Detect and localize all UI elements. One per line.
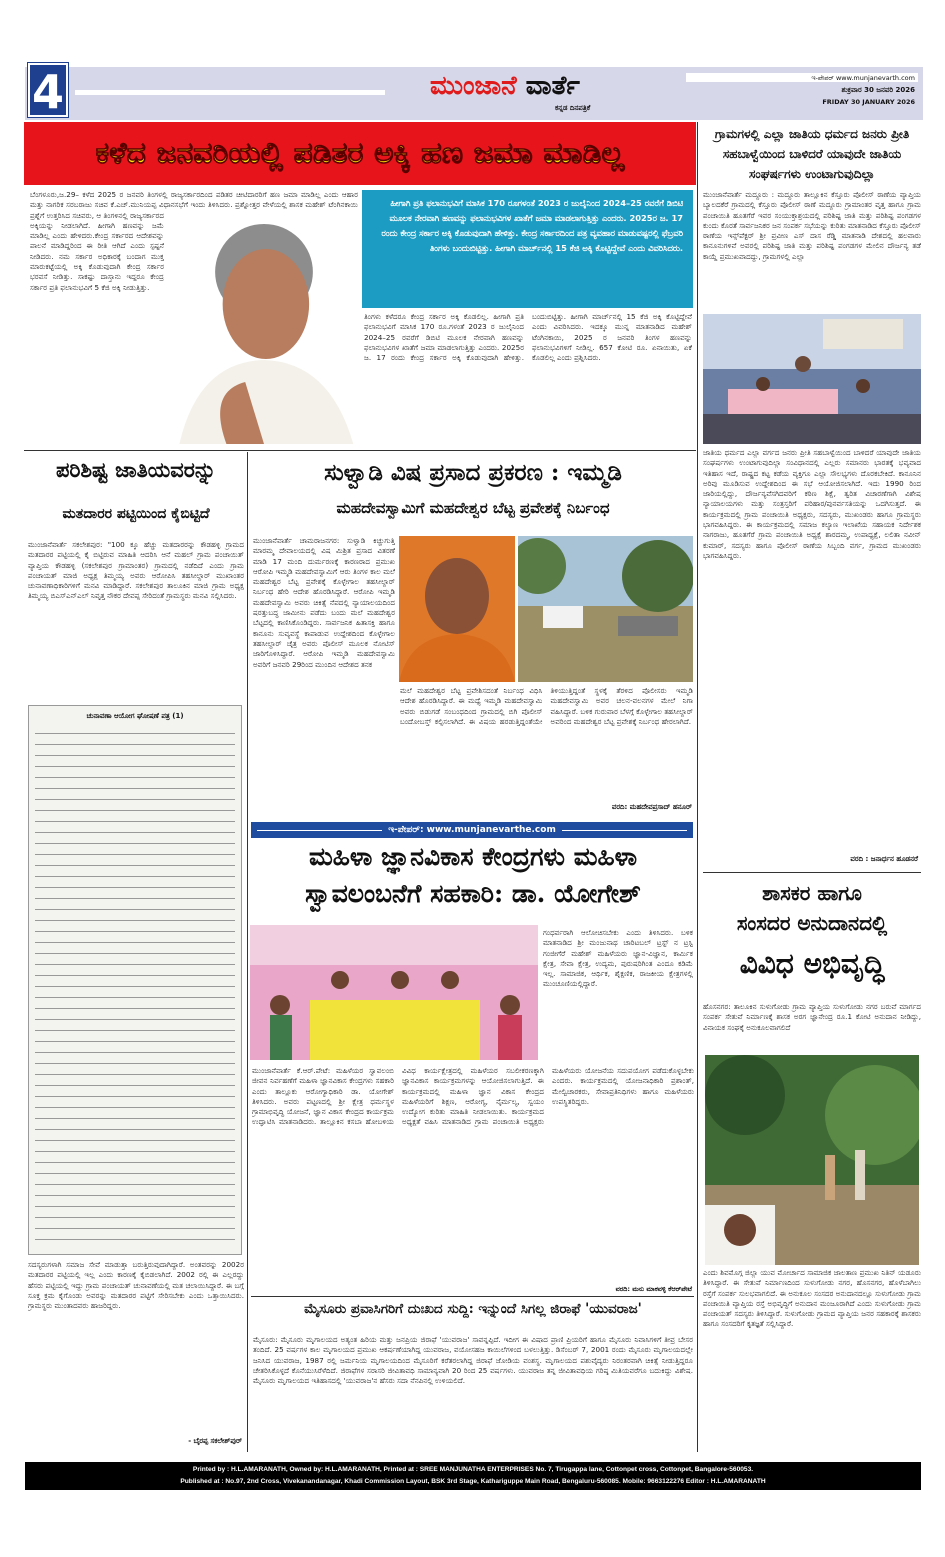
mla-headline-1: ಶಾಸಕರ ಹಾಗೂ <box>762 881 862 905</box>
logo-tagline: ಕನ್ನಡ ದಿನಪತ್ರಿಕೆ <box>555 104 591 112</box>
logo-part1: ಮುಂಜಾನೆ <box>430 71 517 101</box>
sc-body-continued: ಸದಸ್ಯರುಗಳಾಗಿ ಸಮಾಜ ಸೇವೆ ಮಾಡುತ್ತಾ ಬರುತ್ತಿರುವುದಾಗಿದ್ದಾರೆ. ಅಂತವರನ್ನು 2002ರ ಮತದಾರರ ಪಟ್ಟಿಯಲ್ಲಿ ಇಲ್ಲ ಎಂದು ಕಾರಣಕ್ಕೆ ಕೈಬಿಡಲಾಗಿದೆ. 2002 ರಲ್ಲಿ ಈ ಎಲ್ಲರದ್ದು ಹೆಸರು ಪಟ್ಟಿಯಲ್ಲಿ ಇದ್ದು ಗ್ರಾಮ ಪಂಚಾಯತ್ ಚುನಾವಣೆಯಲ್ಲಿ ಮತ ಚಲಾಯಿಸಿದ್ದಾರೆ. ಈ ಬಗ್ಗೆ ಸೂಕ್ತ ಕ್ರಮ ಕೈಗೊಂಡು ಅವರನ್ನು ಮತದಾರರ ಪಟ್ಟಿಗೆ ಸೇರಿಸಬೇಕು ಎಂದು ಒತ್ತಾಯಿಸಿದರು. ಗ್ರಾಮಸ್ಥರು ಮುಂತಾದವರು ಹಾಜರಿದ್ದರು. <box>28 1260 244 1311</box>
section-rule-2 <box>251 1296 694 1297</box>
date-kannada: ಶುಕ್ರವಾರ 30 ಜನವರಿ 2026 <box>841 86 915 94</box>
sc-body: ಮುಂಜಾನೆವಾರ್ತೆ ಸಕಲೇಶಪುರ: "100 ಕ್ಕೂ ಹೆಚ್ಚು ಮತದಾರರನ್ನು ಕೌಡಹಳ್ಳಿ ಗ್ರಾಮದ ಮತದಾರರ ಪಟ್ಟಿಯಲ್ಲಿ ಕೈ ಬಿಟ್ಟಿರುವ ಮಾಹಿತಿ ಆದರಿಸಿ ಆನೆ ಮಹಲ್ ಗ್ರಾಮ ಪಂಚಾಯಿತ್ ವ್ಯಾಪ್ತಿಯ ಕೌಡಹಳ್ಳಿ (ಸಕಲೇಶಪುರ ಗ್ರಾಮಾಂತರ) ಗ್ರಾಮದಲ್ಲಿ ನಡೆದಿದೆ ಎಂದು ಗ್ರಾಮ ಪಂಚಾಯತ್ ಮಾಜಿ ಅಧ್ಯಕ್ಷ ತಿಮ್ಮಯ್ಯ ಅವರು ಆರೋಪಿಸಿ ತಹಸೀಲ್ದಾರ್ ಮುಖಾಂತರ ಚುನಾವಣಾಧಿಕಾರಿಗಳಿಗೆ ಮನವಿ ಮಾಡಿದ್ದಾರೆ. ಸಕಲೇಶಪುರ ತಾಲೂಕಿನ ಮಾಜಿ ಗ್ರಾಮ ಅಧ್ಯಕ್ಷ ತಿಮ್ಮಯ್ಯ ಬಿಎಸ್ಎನ್ಎಲ್ ನಿವೃತ್ತ ನೌಕರ ದೇವಪ್ಪ ಸೇರಿದಂತೆ ಗ್ರಾಮಸ್ಥರು ಮನವಿ ಸಲ್ಲಿಸಿದರು. <box>28 540 244 601</box>
logo-part2: ವಾರ್ತೆ <box>525 71 580 101</box>
lead-story-area <box>30 190 358 445</box>
accused-photo <box>399 536 515 682</box>
temple-headline-1: ಸುಳ್ವಾಡಿ ವಿಷ ಪ್ರಸಾದ ಪ್ರಕರಣ : ಇಮ್ಮಡಿ <box>324 459 622 486</box>
mla-headline-3: ವಿವಿಧ ಅಭಿವೃದ್ಧಿ <box>739 947 885 980</box>
caste-headline: ಗ್ರಾಮಗಳಲ್ಲಿ ಎಲ್ಲಾ ಜಾತಿಯ ಧರ್ಮದ ಜನರು ಪ್ರೀತಿ ಸಹಬಾಳ್ವೆಯಿಂದ ಬಾಳಿದರೆ ಯಾವುದೇ ಜಾತಿಯ ಸಂಘರ್ಷಗಳು ಉಂಟಾಗುವುದಿಲ್ಲಾ <box>714 127 910 181</box>
imprint-line-1: Printed by : H.L.AMARANATH, Owned by: H.L.AMARANATH, Printed at : SREE MANJUNATHA ENTERPRISES No. 7, Tirugappa lane, Cottonpet cross, Cottonpet, Bangalore-560053. <box>192 1466 754 1473</box>
event-photo <box>250 925 538 1060</box>
row-divider <box>24 450 696 451</box>
sc-byline: - ಬೈರಪ್ಪ ಸಕಲೇಶ್‌ಪುರ್ <box>188 1437 242 1445</box>
women-headline-1: ಮಹಿಳಾ ಜ್ಞಾನವಿಕಾಸ ಕೇಂದ್ರಗಳು ಮಹಿಳಾ <box>308 842 638 871</box>
women-body: ಮುಂಜಾನೆವಾರ್ತೆ ಕೆ.ಆರ್.ಪೇಟೆ: ಮಹಿಳೆಯರ ಸ್ವಾವಲಂಬಿ ಜೀವನ ನಿರ್ವಹಣೆಗೆ ಮಹಿಳಾ ಜ್ಞಾನವಿಕಾಸ ಕೇಂದ್ರಗಳು ಸಹಕಾರಿ ಎಂದು ತಾಲ್ಲೂಕು ಆರೋಗ್ಯಾಧಿಕಾರಿ ಡಾ. ಯೋಗೇಶ್ ತಿಳಿಸಿದರು. ಅವರು ಪಟ್ಟಣದಲ್ಲಿ ಶ್ರೀ ಕ್ಷೇತ್ರ ಧರ್ಮಸ್ಥಳ ಗ್ರಾಮಾಭಿವೃದ್ಧಿ ಯೋಜನೆ, ಜ್ಞಾನ ವಿಕಾಸ ಕೇಂದ್ರದ ಕಾರ್ಯಕ್ರಮ ಉದ್ಘಾಟಿಸಿ ಮಾತನಾಡಿದರು. ತಾಲ್ಲೂಕಿನ ಕಸಬಾ ಹೋಬಳಿಯ ವಿವಿಧ ಕಾರ್ಯಕ್ಷೇತ್ರದಲ್ಲಿ ಮಹಿಳೆಯರ ಸಬಲೀಕರಣಕ್ಕಾಗಿ ಜ್ಞಾನವಿಕಾಸ ಕಾರ್ಯಕ್ರಮಗಳನ್ನು ಆಯೋಜಿಸಲಾಗುತ್ತಿದೆ. ಈ ಕಾರ್ಯಕ್ರಮದಲ್ಲಿ ಮಹಿಳಾ ಜ್ಞಾನ ವಿಕಾಸ ಕೇಂದ್ರದ ಮಹಿಳೆಯರಿಗೆ ಶಿಕ್ಷಣ, ಆರೋಗ್ಯ, ನೈರ್ಮಲ್ಯ, ಸ್ವಯಂ ಉದ್ಯೋಗ ಕುರಿತು ಮಾಹಿತಿ ನೀಡಲಾಯಿತು. ಕಾರ್ಯಕ್ರಮದ ಅಧ್ಯಕ್ಷತೆ ವಹಿಸಿ ಮಾತನಾಡಿದ ಗ್ರಾಮ ಪಂಚಾಯಿತಿ ಅಧ್ಯಕ್ಷರು ಮಹಿಳೆಯರು ಯೋಜನೆಯ ಸದುಪಯೋಗ ಪಡೆದುಕೊಳ್ಳಬೇಕು ಎಂದರು. ಕಾರ್ಯಕ್ರಮದಲ್ಲಿ ಯೋಜನಾಧಿಕಾರಿ ಪ್ರಶಾಂತ್, ಮೇಲ್ವಿಚಾರಕರು, ಸೇವಾಪ್ರತಿನಿಧಿಗಳು ಹಾಗೂ ಮಹಿಳೆಯರು ಉಪಸ್ಥಿತರಿದ್ದರು. <box>252 1066 694 1127</box>
banner-line-right <box>562 830 687 831</box>
sc-headline-1: ಪರಿಶಿಷ್ಟ ಜಾತಿಯವರನ್ನು <box>55 457 217 482</box>
giraffe-body: ಮೈಸೂರು: ಮೈಸೂರು ಮೃಗಾಲಯದ ಅತ್ಯಂತ ಹಿರಿಯ ಮತ್ತು ಜನಪ್ರಿಯ ಜಿರಾಫೆ 'ಯುವರಾಜ' ಸಾವನ್ನಪ್ಪಿದೆ. ಇದೀಗ ಈ ವಿಷಾದ ಪ್ರಾಣಿ ಪ್ರಿಯರಿಗೆ ಹಾಗೂ ಮೈಸೂರು ನಿವಾಸಿಗಳಿಗೆ ತೀವ್ರ ಬೇಸರ ತಂದಿದೆ. 25 ವರ್ಷಗಳ ಕಾಲ ಮೃಗಾಲಯದ ಪ್ರಮುಖ ಆಕರ್ಷಣೆಯಾಗಿದ್ದ ಯುವರಾಜ, ವಯೋಸಹಜ ಕಾಯಿಲೆಗಳಿಂದ ಬಳಲುತ್ತಿತ್ತು. ಡಿಸೆಂಬರ್ 7, 2001 ರಂದು ಮೈಸೂರು ಮೃಗಾಲಯದಲ್ಲೇ ಜನಿಸಿದ ಯುವರಾಜ, 1987 ರಲ್ಲಿ ಜರ್ಮನಿಯ ಮೃಗಾಲಯದಿಂದ ಮೈಸೂರಿಗೆ ಕರೆತರಲಾಗಿದ್ದ ಜಿರಾಫೆ ಜೋಡಿಯ ವಂಶಸ್ಥ. ಮೃಗಾಲಯದ ಪಶುವೈದ್ಯರು ನಿರಂತರವಾಗಿ ಚಿಕಿತ್ಸೆ ನೀಡುತ್ತಿದ್ದರೂ ಚೇತರಿಸಿಕೊಳ್ಳದೆ ಕೊನೆಯುಸಿರೆಳೆದಿದೆ. ಜಿರಾಫೆಗಳ ಸರಾಸರಿ ಜೀವಿತಾವಧಿ ಸಾಮಾನ್ಯವಾಗಿ 20 ರಿಂದ 25 ವರ್ಷಗಳು. ಯುವರಾಜ ತನ್ನ ಜೀವಿತಾವಧಿಯ ಗರಿಷ್ಠ ಮಿತಿಯವರೆಗೂ ಬದುಕಿದ್ದು ವಿಶೇಷ. ಮೈಸೂರು ಮೃಗಾಲಯದ ಇತಿಹಾಸದಲ್ಲಿ 'ಯುವರಾಜ'ನ ಹೆಸರು ಸದಾ ನೆನಪಿನಲ್ಲಿ ಉಳಿಯಲಿದೆ. <box>253 1335 693 1386</box>
page-number: 4 <box>28 63 68 117</box>
temple-body-continued: ಮಲೆ ಮಹದೇಶ್ವರ ಬೆಟ್ಟ ಪ್ರವೇಶಿಸದಂತೆ ನಿರ್ಬಂಧ ವಿಧಿಸಿ ಆದೇಶ ಹೊರಡಿಸಿದ್ದಾರೆ. ಈ ಮಧ್ಯೆ ಇಮ್ಮಡಿ ಮಹದೇವಸ್ವಾಮಿ ಅವರು ಬಿಡುಗಡೆ ಸಂಬಂಧದಿಂದ ಗ್ರಾಮದಲ್ಲಿ ಬಿಗಿ ಪೊಲೀಸ್ ಬಂದೋಬಸ್ತ್ ಕಲ್ಪಿಸಲಾಗಿದೆ. ಈ ವಿಷಯ ಹರಡುತ್ತಿದ್ದಂತೆಯೇ ತಿಳಿಯುತ್ತಿದ್ದಂತೆ ಸ್ಥಳಕ್ಕೆ ತೆರಳಿದ ಪೊಲೀಸರು ಇಮ್ಮಡಿ ಮಹದೇವಸ್ವಾಮಿ ಅವರ ಚಲನ-ವಲನಗಳ ಮೇಲೆ ನಿಗಾ ವಹಿಸಿದ್ದಾರೆ. ಬಳಿಕ ಗುರುವಾರ ಬೆಳಗ್ಗೆ ಕೊಳ್ಳೇಗಾಲ ತಹಸೀಲ್ದಾರ್ ಅವರಿಂದ ಮಹದೇಶ್ವರ ಬೆಟ್ಟ ಪ್ರವೇಶಕ್ಕೆ ನಿರ್ಬಂಧ ಹೇರಲಾಗಿದೆ. <box>400 686 693 726</box>
date-english: FRIDAY 30 JANUARY 2026 <box>822 98 915 106</box>
epaper-banner[interactable] <box>251 822 693 838</box>
mla-headline-2: ಸಂಸದರ ಅನುದಾನದಲ್ಲಿ <box>736 911 888 935</box>
lead-headline: ಕಳೆದ ಜನವರಿಯಲ್ಲಿ ಪಡಿತರ ಅಕ್ಕಿ ಹಣ ಜಮಾ ಮಾಡಿಲ್ಲ <box>24 122 696 185</box>
women-byline: ವರದಿ: ಮನು ಮಾಕವಳ್ಳಿ ಕೆಆರ್‌ಪೇಟೆ <box>615 1285 692 1293</box>
minister-photo <box>170 212 358 444</box>
bridge-site-photo <box>705 1055 919 1265</box>
mla-body: ಹೊಸನಗರ: ತಾಲೂಕಿನ ಸುಳುಗೋಡು ಗ್ರಾಮ ವ್ಯಾಪ್ತಿಯ ಸುಳುಗೋಡು ನಗರ ಬರುವೆ ಮಾರ್ಗದ ಸಂಪರ್ಕ ಸೇತುವೆ ನಿರ್ಮಾಣಕ್ಕೆ ಶಾಸಕ ಅರಗ ಜ್ಞಾನೇಂದ್ರ ರೂ.1 ಕೋಟಿ ಅನುದಾನ ನೀಡಿದ್ದು, ವಿನಾಯಕ ಸಂಘಕ್ಕೆ ಅನುಕೂಲವಾಗಲಿದೆ <box>703 1002 921 1032</box>
column-divider-left <box>247 452 248 1452</box>
women-headline-2: ಸ್ವಾವಲಂಬನೆಗೆ ಸಹಕಾರಿ: ಡಾ. ಯೋಗೇಶ್ <box>305 879 641 908</box>
temple-body: ಮುಂಜಾನೆವಾರ್ತೆ ಚಾಮರಾಜನಗರ: ಸುಳ್ವಾಡಿ ಕಿಚ್ಚುಗುತ್ತಿ ಮಾರಮ್ಮ ದೇವಾಲಯದಲ್ಲಿ ವಿಷ ಮಿಶ್ರಿತ ಪ್ರಸಾದ ವಿತರಣೆ ಮಾಡಿ 17 ಮಂದಿ ದುರ್ಮರಣಕ್ಕೆ ಕಾರಣರಾದ ಪ್ರಮುಖ ಆರೋಪಿ ಇಮ್ಮಡಿ ಮಹದೇವಸ್ವಾಮಿಗೆ ಆರು ತಿಂಗಳ ಕಾಲ ಮಲೆ ಮಹದೇಶ್ವರ ಬೆಟ್ಟ ಪ್ರವೇಶಕ್ಕೆ ಕೊಳ್ಳೇಗಾಲ ತಹಸೀಲ್ದಾರ್ ನಿರ್ಬಂಧ ಹೇರಿ ಆದೇಶ ಹೊರಡಿಸಿದ್ದಾರೆ. ಆರೋಪಿ ಇಮ್ಮಡಿ ಮಹದೇವಸ್ವಾಮಿ ಅವರು ಚಿಕಿತ್ಸೆ ನೆಪದಲ್ಲಿ ನ್ಯಾಯಾಲಯದಿಂದ ಷರತ್ತುಬದ್ಧ ಜಾಮೀನು ಪಡೆದು ಬಂದು ಮಲೆ ಮಹದೇಶ್ವರ ಬೆಟ್ಟದಲ್ಲಿ ಕಾಣಿಸಿಕೊಂಡಿದ್ದರು. ಸಾರ್ವಜನಿಕ ಹಿತಾಸಕ್ತಿ ಹಾಗೂ ಕಾನೂನು ಸುವ್ಯವಸ್ಥೆ ಕಾಪಾಡುವ ಉದ್ದೇಶದಿಂದ ಕೊಳ್ಳೇಗಾಲ ತಹಸೀಲ್ದಾರ್ ಚೈತ್ರ ಅವರು ಪೊಲೀಸ್ ಮೂಲಕ ನೋಟಿಸ್ ಜಾರಿಗೊಳಿಸಿದ್ದಾರೆ. ಆರೋಪಿ ಇಮ್ಮಡಿ ಮಹದೇವಸ್ವಾಮಿ ಅವರಿಗೆ ಜನವರಿ 29ರಿಂದ ಮುಂದಿನ ಆದೇಶದ ತನಕ <box>253 536 395 669</box>
caste-body: ಮುಂಜಾನೆವಾರ್ತೆ ಮದ್ದೂರು : ಮದ್ದೂರು ತಾಲ್ಲೂಕಿನ ಕೆಸ್ತೂರು ಪೊಲೀಸ್ ಠಾಣೆಯ ವ್ಯಾಪ್ತಿಯ ಬ್ಯಾಲದಕೆರೆ ಗ್ರಾಮದಲ್ಲಿ ಕೆಸ್ತೂರು ಪೊಲೀಸ್ ಠಾಣೆ ಮದ್ದೂರು ಗ್ರಾಮಾಂತರ ವೃತ್ತ ಹಾಗೂ ಗ್ರಾಮ ಪಂಚಾಯಿತಿ ಹೂತಗೆರೆ ಇವರ ಸಂಯುಕ್ತಾಶ್ರಯದಲ್ಲಿ ಪರಿಶಿಷ್ಟ ಜಾತಿ ಮತ್ತು ಪರಿಶಿಷ್ಟ ಪಂಗಡಗಳ ಕುಂದು ಕೊರತೆ ಸಾರ್ವಜನಿಕರ ಜನ ಸಂಪರ್ಕ ಸಭೆಯನ್ನು ಕುರಿತು ಮಾತನಾಡಿದ ಕೆಸ್ತೂರು ಪೊಲೀಸ್ ಠಾಣೆಯ ಇನ್ಸ್‌ಪೆಕ್ಟರ್ ಶ್ರೀ ಪ್ರವೀಣ ಎಸ್ ದಾಸ ರೆಡ್ಡಿ ಮಾತನಾಡಿ ದೇಶದಲ್ಲಿ ಹಲವಾರು ಕಾನೂನುಗಳಿವೆ ಅವರಲ್ಲಿ ಪರಿಶಿಷ್ಟ ಜಾತಿ ಮತ್ತು ಪರಿಶಿಷ್ಟ ಪಂಗಡಗಳ ಮೇಲಿನ ದೌರ್ಜನ್ಯ ತಡೆ ಕಾಯ್ದೆ ಪ್ರಮುಖವಾದದ್ದು, ಗ್ರಾಮಗಳಲ್ಲಿ ಎಲ್ಲಾ <box>703 190 921 261</box>
banner-line-left <box>257 830 382 831</box>
women-side-text: ಗಂಧರ್ವರಾಗಿ ಆಲೋಚಿಸಬೇಕು ಎಂದು ತಿಳಿಸಿದರು. ಬಳಿಕ ಮಾತನಾಡಿದ ಶ್ರೀ ಮಂಜುನಾಥ ಚಾರಿಟಬಲ್ ಟ್ರಸ್ಟ್ ನ ಟ್ರಸ್ಟಿ ಗಂಜೀಗೆರೆ ಮಹೇಶ್ ಮಹಿಳೆಯರು ಜ್ಞಾನ-ವಿಜ್ಞಾನ, ಕಾರ್ಮಿಕ ಕ್ಷೇತ್ರ, ಸೇವಾ ಕ್ಷೇತ್ರ, ಉದ್ಯಮ, ಪುರುಷರಿಗಿಂತ ಎಂದೂ ಕಡಿಮೆ ಇಲ್ಲ. ಸಾಮಾಜಿಕ, ಆರ್ಥಿಕ, ಶೈಕ್ಷಣಿಕ, ರಾಜಕೀಯ ಕ್ಷೇತ್ರಗಳಲ್ಲಿ ಮುಂಚೂಣಿಯಲ್ಲಿದ್ದಾರೆ. <box>543 928 693 989</box>
lead-body-continued: ತಿಂಗಳು ಕಳೆದರೂ ಕೇಂದ್ರ ಸರ್ಕಾರ ಅಕ್ಕಿ ಕೊಡಲಿಲ್ಲ. ಹೀಗಾಗಿ ಪ್ರತಿ ಫಲಾನುಭವಿಗೆ ಮಾಸಿಕ 170 ರೂ.ಗಳಂತೆ 2023 ರ ಜುಲೈನಿಂದ 2024–25 ರವರೆಗೆ ಡಿಬಿಟಿ ಮೂಲಕ ನೇರವಾಗಿ ಹಣವನ್ನು ಫಲಾನುಭವಿಗಳ ಖಾತೆಗೆ ಜಮಾ ಮಾಡಲಾಗುತ್ತಿತ್ತು ಎಂದರು. 2025ರ ಜ. 17 ರಂದು ಕೇಂದ್ರ ಸರ್ಕಾರ ಅಕ್ಕಿ ಕೊಡುವುದಾಗಿ ಹೇಳಿತ್ತು. ಬಂದುಬಿಟ್ಟಿತ್ತು. ಹೀಗಾಗಿ ಮಾರ್ಚ್‌ನಲ್ಲಿ 15 ಕೆಜಿ ಅಕ್ಕಿ ಕೊಟ್ಟಿದ್ದೇವೆ ಎಂದು ವಿವರಿಸಿದರು. ಇದಕ್ಕೂ ಮುನ್ನ ಮಾತನಾಡಿದ ಮಹೇಶ್ ಟೆಂಗಿನಕಾಯಿ, 2025 ರ ಜನವರಿ ತಿಂಗಳ ಹಣವನ್ನು ಫಲಾನುಭವಿಗಳಿಗೆ ನೀಡಿಲ್ಲ. 657 ಕೋಟಿ ರೂ. ಏನಾಯಿತು, ಏಕೆ ಕೊಡಲಿಲ್ಲ ಎಂದು ಪ್ರಶ್ನಿಸಿದರು. <box>364 312 692 363</box>
police-vehicle-photo <box>518 536 693 682</box>
voter-document-image <box>28 705 242 1255</box>
imprint-footer <box>25 1462 921 1490</box>
caste-byline: ವರದಿ : ಜನಾರ್ಧನ ಹೂಡನರೆ <box>850 855 918 863</box>
imprint-line-2: Published at : No.97, 2nd Cross, Vivekanandanagar, Khadi Commission Layout, BSK 3rd Stage, Kathariguppe Main Road, Bengaluru-560085. Mobile: 9663122276 Editor : H.L.AMARANATH <box>180 1478 766 1485</box>
column-divider <box>697 122 698 1452</box>
sc-headline-2: ಮತದಾರರ ಪಟ್ಟಿಯಿಂದ ಕೈಬಿಟ್ಟಿದೆ <box>62 506 210 522</box>
epaper-link[interactable]: ಇ-ಪೇಪರ್ www.munjanevarth.com <box>811 74 915 82</box>
mla-body-continued: ಎಂದು ಶಿವಮೊಗ್ಗ ಜಿಲ್ಲಾ ಯುವ ಮೋರ್ಚಾದ ಸಾಮಾಜಿಕ ಜಾಲತಾಣ ಪ್ರಮುಖ ನಿತಿನ್ ಯಡೂರು ತಿಳಿಸಿದ್ದಾರೆ. ಈ ಸೇತುವೆ ನಿರ್ಮಾಣದಿಂದ ಸುಳುಗೋಡು ನಗರ, ಹೊಸನಗರ, ಹೊಳೆಬಾಗಿಲು ರಸ್ತೆಗೆ ಸಂಪರ್ಕ ಸುಲಭವಾಗಲಿದೆ. ಈ ಅನುಕೂಲ ಸಂಸದರ ಅನುದಾನದಲ್ಲೂ ಸುಳುಗೋಡು ಗ್ರಾಮ ಪಂಚಾಯಿತಿ ವ್ಯಾಪ್ತಿಯ ರಸ್ತೆ ಅಭಿವೃದ್ಧಿಗೆ ಅನುದಾನ ಮಂಜೂರಾಗಿದೆ ಎಂದು ಸುಳುಗೋಡು ಗ್ರಾಮ ಪಂಚಾಯತ್ ಸದಸ್ಯರು ತಿಳಿಸಿದ್ದಾರೆ. ಸುಳುಗೋಡು ಗ್ರಾಮದ ವ್ಯಾಪ್ತಿಯ ಜನರ ಸಹಕಾರಕ್ಕೆ ಶಾಸಕರು ಹಾಗೂ ಸಂಸದರಿಗೆ ಕೃತಜ್ಞತೆ ಸಲ್ಲಿಸಿದ್ದಾರೆ. <box>703 1268 921 1329</box>
lead-body: ಬೆಂಗಳೂರು,ಜ.29– ಕಳೆದ 2025 ರ ಜನವರಿ ತಿಂಗಳಲ್ಲಿ ರಾಜ್ಯಸರ್ಕಾರದಿಂದ ಪಡಿತರ ಚೀಟಿದಾರರಿಗೆ ಹಣ ಜಮಾ ಮಾಡಿಲ್ಲ ಎಂದು ಆಹಾರ ಮತ್ತು ನಾಗರಿಕ ಸರಬರಾಜು ಸಚಿವ ಕೆ.ಎಚ್.ಮುನಿಯಪ್ಪ ವಿಧಾನಸಭೆಗೆ ಇಂದು ತಿಳಿಸಿದರು. ಪ್ರಶ್ನೋತ್ತರ ವೇಳೆಯಲ್ಲಿ ಶಾಸಕ ಮಹೇಶ್ ಟೆಂಗಿನಕಾಯಿ ಪ್ರಶ್ನೆಗೆ ಉತ್ತರಿಸಿದ ಸಚಿವರು, ಆ ತಿಂಗಳಿನಲ್ಲಿ ರಾಜ್ಯಸರ್ಕಾರದ ಅಕ್ಕಿಯನ್ನು ನೀಡಲಾಗಿದೆ. ಹೀಗಾಗಿ ಹಣವನ್ನು ಜಮೆ ಮಾಡಿಲ್ಲ ಎಂದು ಹೇಳಿದರು.ಕೇಂದ್ರ ಸರ್ಕಾರದ ಆದೇಶವನ್ನು ಪಾಲನೆ ಮಾಡಿದ್ದರಿಂದ ಈ ರೀತಿ ಆಗಿದೆ ಎಂದು ಸ್ಪಷ್ಟನೆ ನೀಡಿದರು. ನಮ ಸರ್ಕಾರ ಅಧಿಕಾರಕ್ಕೆ ಬಂದಾಗ ಮುಕ್ತ ಮಾರುಕಟ್ಟೆಯಲ್ಲಿ ಅಕ್ಕಿ ಕೊಡುವುದಾಗಿ ಕೇಂದ್ರ ಸರ್ಕಾರ ಭರವಸೆ ನೀಡಿತ್ತು. ಸಾಕಷ್ಟು ದಾಸ್ತಾನು ಇದ್ದರೂ ಕೇಂದ್ರ ಸರ್ಕಾರ ಪ್ರತಿ ಫಲಾನುಭವಿಗೆ 5 ಕೆಜಿ ಅಕ್ಕಿ ನೀಡುತ್ತಿತ್ತು. <box>30 190 358 292</box>
meeting-photo <box>703 314 921 444</box>
caste-body-continued: ಜಾತಿಯ ಧರ್ಮದ ಎಲ್ಲಾ ವರ್ಗದ ಜನರು ಪ್ರೀತಿ ಸಹಬಾಳ್ವೆಯಿಂದ ಬಾಳಿದರೆ ಯಾವುದೇ ಜಾತಿಯ ಸಂಘರ್ಷಗಳು ಉಂಟಾಗುವುದಿಲ್ಲಾ ಸಂವಿಧಾನದಲ್ಲಿ ಎಲ್ಲರು ಸಮಾನರು ಭಾರತಕ್ಕೆ ಭವ್ಯವಾದ ಇತಿಹಾಸ ಇದೆ, ರಾಷ್ಟ್ರದ ಕಟ್ಟ ಕಡೆಯ ವ್ಯಕ್ತಿಗೂ ಎಲ್ಲಾ ಸೌಲಭ್ಯಗಳು ದೊರಕಬೇಕಿದೆ. ಕಾನೂನಿನ ಅರಿವು ಮೂಡಿಸುವ ಉದ್ದೇಶದಿಂದ ಈ ಸಭೆ ಆಯೋಜಿಸಲಾಗಿದೆ. ಇದು 1990 ರಿಂದ ಜಾರಿಯಲ್ಲಿದ್ದು, ದೌರ್ಜನ್ಯವೆಸಗಿದವರಿಗೆ ಕಠಿಣ ಶಿಕ್ಷೆ, ತ್ವರಿತ ವಿಚಾರಣೆಗಾಗಿ ವಿಶೇಷ ನ್ಯಾಯಾಲಯಗಳು ಮತ್ತು ಸಂತ್ರಸ್ತರಿಗೆ ಪರಿಹಾರ/ಪುನರ್ವಸತಿಯನ್ನು ಒದಗಿಸುತ್ತದೆ. ಈ ಕಾರ್ಯಕ್ರಮದಲ್ಲಿ ಗ್ರಾಮ ಪಂಚಾಯಿತಿ ಅಧ್ಯಕ್ಷರು, ಸದಸ್ಯರು, ಮುಖಂಡರು ಹಾಗೂ ಗ್ರಾಮಸ್ಥರು ಭಾಗವಹಿಸಿದ್ದರು. ಈ ಕಾರ್ಯಕ್ರಮದಲ್ಲಿ ಸಮಾಜ ಕಲ್ಯಾಣ ಇಲಾಖೆಯ ಸಹಾಯಕ ನಿರ್ದೇಶಕ ನಾಗರಾಜು, ಹೂತಗೆರೆ ಗ್ರಾಮ ಪಂಚಾಯಿತಿ ಅಧ್ಯಕ್ಷೆ ಶಾರದಮ್ಮ, ಉಪಾಧ್ಯಕ್ಷೆ, ಲಲಿತಾ ನವೀನ್ ಕುಮಾರ್, ಸದಸ್ಯರು ಹಾಗೂ ಪೊಲೀಸ್ ಠಾಣೆಯ ಸಿಬ್ಬಂದಿ ವರ್ಗ, ಗ್ರಾಮದ ಮುಖಂಡರು ಭಾಗವಹಿಸಿದ್ದರು. <box>703 448 921 560</box>
newspaper-logo <box>430 70 580 102</box>
document-lines <box>35 727 235 1247</box>
temple-headline-2: ಮಹದೇವಸ್ವಾಮಿಗೆ ಮಹದೇಶ್ವರ ಬೆಟ್ಟ ಪ್ರವೇಶಕ್ಕೆ ನಿರ್ಬಂಧ <box>336 499 610 517</box>
document-heading: ಚುನಾವಣಾ ಆಯೋಗ ಘೋಷಣೆ ಪತ್ರ (1) <box>86 712 184 720</box>
section-rule <box>703 872 921 873</box>
masthead-rule <box>75 90 385 95</box>
epaper-banner-text[interactable]: ಇ-ಪೇಪರ್: www.munjanevarthe.com <box>388 825 556 835</box>
giraffe-headline: ಮೈಸೂರು ಪ್ರವಾಸಿಗರಿಗೆ ದುಃಖದ ಸುದ್ದಿ: ಇನ್ನುಂದೆ ಸಿಗಲ್ಲ ಜಿರಾಫೆ 'ಯುವರಾಜ' <box>304 1302 642 1317</box>
temple-byline: ವರದಿ: ಮಹದೇವಪ್ರಸಾದ್ ಹನೂರ್ <box>611 803 692 811</box>
lead-highlight-box: ಹೀಗಾಗಿ ಪ್ರತಿ ಫಲಾನುಭವಿಗೆ ಮಾಸಿಕ 170 ರೂಗಳಂತೆ 2023 ರ ಜುಲೈನಿಂದ 2024–25 ರವರೆಗೆ ಡಿಬಿಟಿ ಮೂಲಕ ನೇರವಾಗಿ ಹಣವನ್ನು ಫಲಾನುಭವಿಗಳ ಖಾತೆಗೆ ಜಮಾ ಮಾಡಲಾಗುತ್ತಿತ್ತು ಎಂದರು. 2025ರ ಜ. 17 ರಂದು ಕೇಂದ್ರ ಸರ್ಕಾರ ಅಕ್ಕಿ ಕೊಡುವುದಾಗಿ ಹೇಳಿತ್ತು. ಕೇಂದ್ರ ಸರ್ಕಾರದಿಂದ ಪತ್ರ ವ್ಯವಹಾರ ಮಾಡುವಷ್ಟರಲ್ಲಿ ಫೆಬ್ರವರಿ ತಿಂಗಳು ಬಂದುಬಿಟ್ಟಿತ್ತು. ಹೀಗಾಗಿ ಮಾರ್ಚ್‌ನಲ್ಲಿ 15 ಕೆಜಿ ಅಕ್ಕಿ ಕೊಟ್ಟಿದ್ದೇವೆ ಎಂದು ವಿವರಿಸಿದರು. <box>362 190 693 308</box>
